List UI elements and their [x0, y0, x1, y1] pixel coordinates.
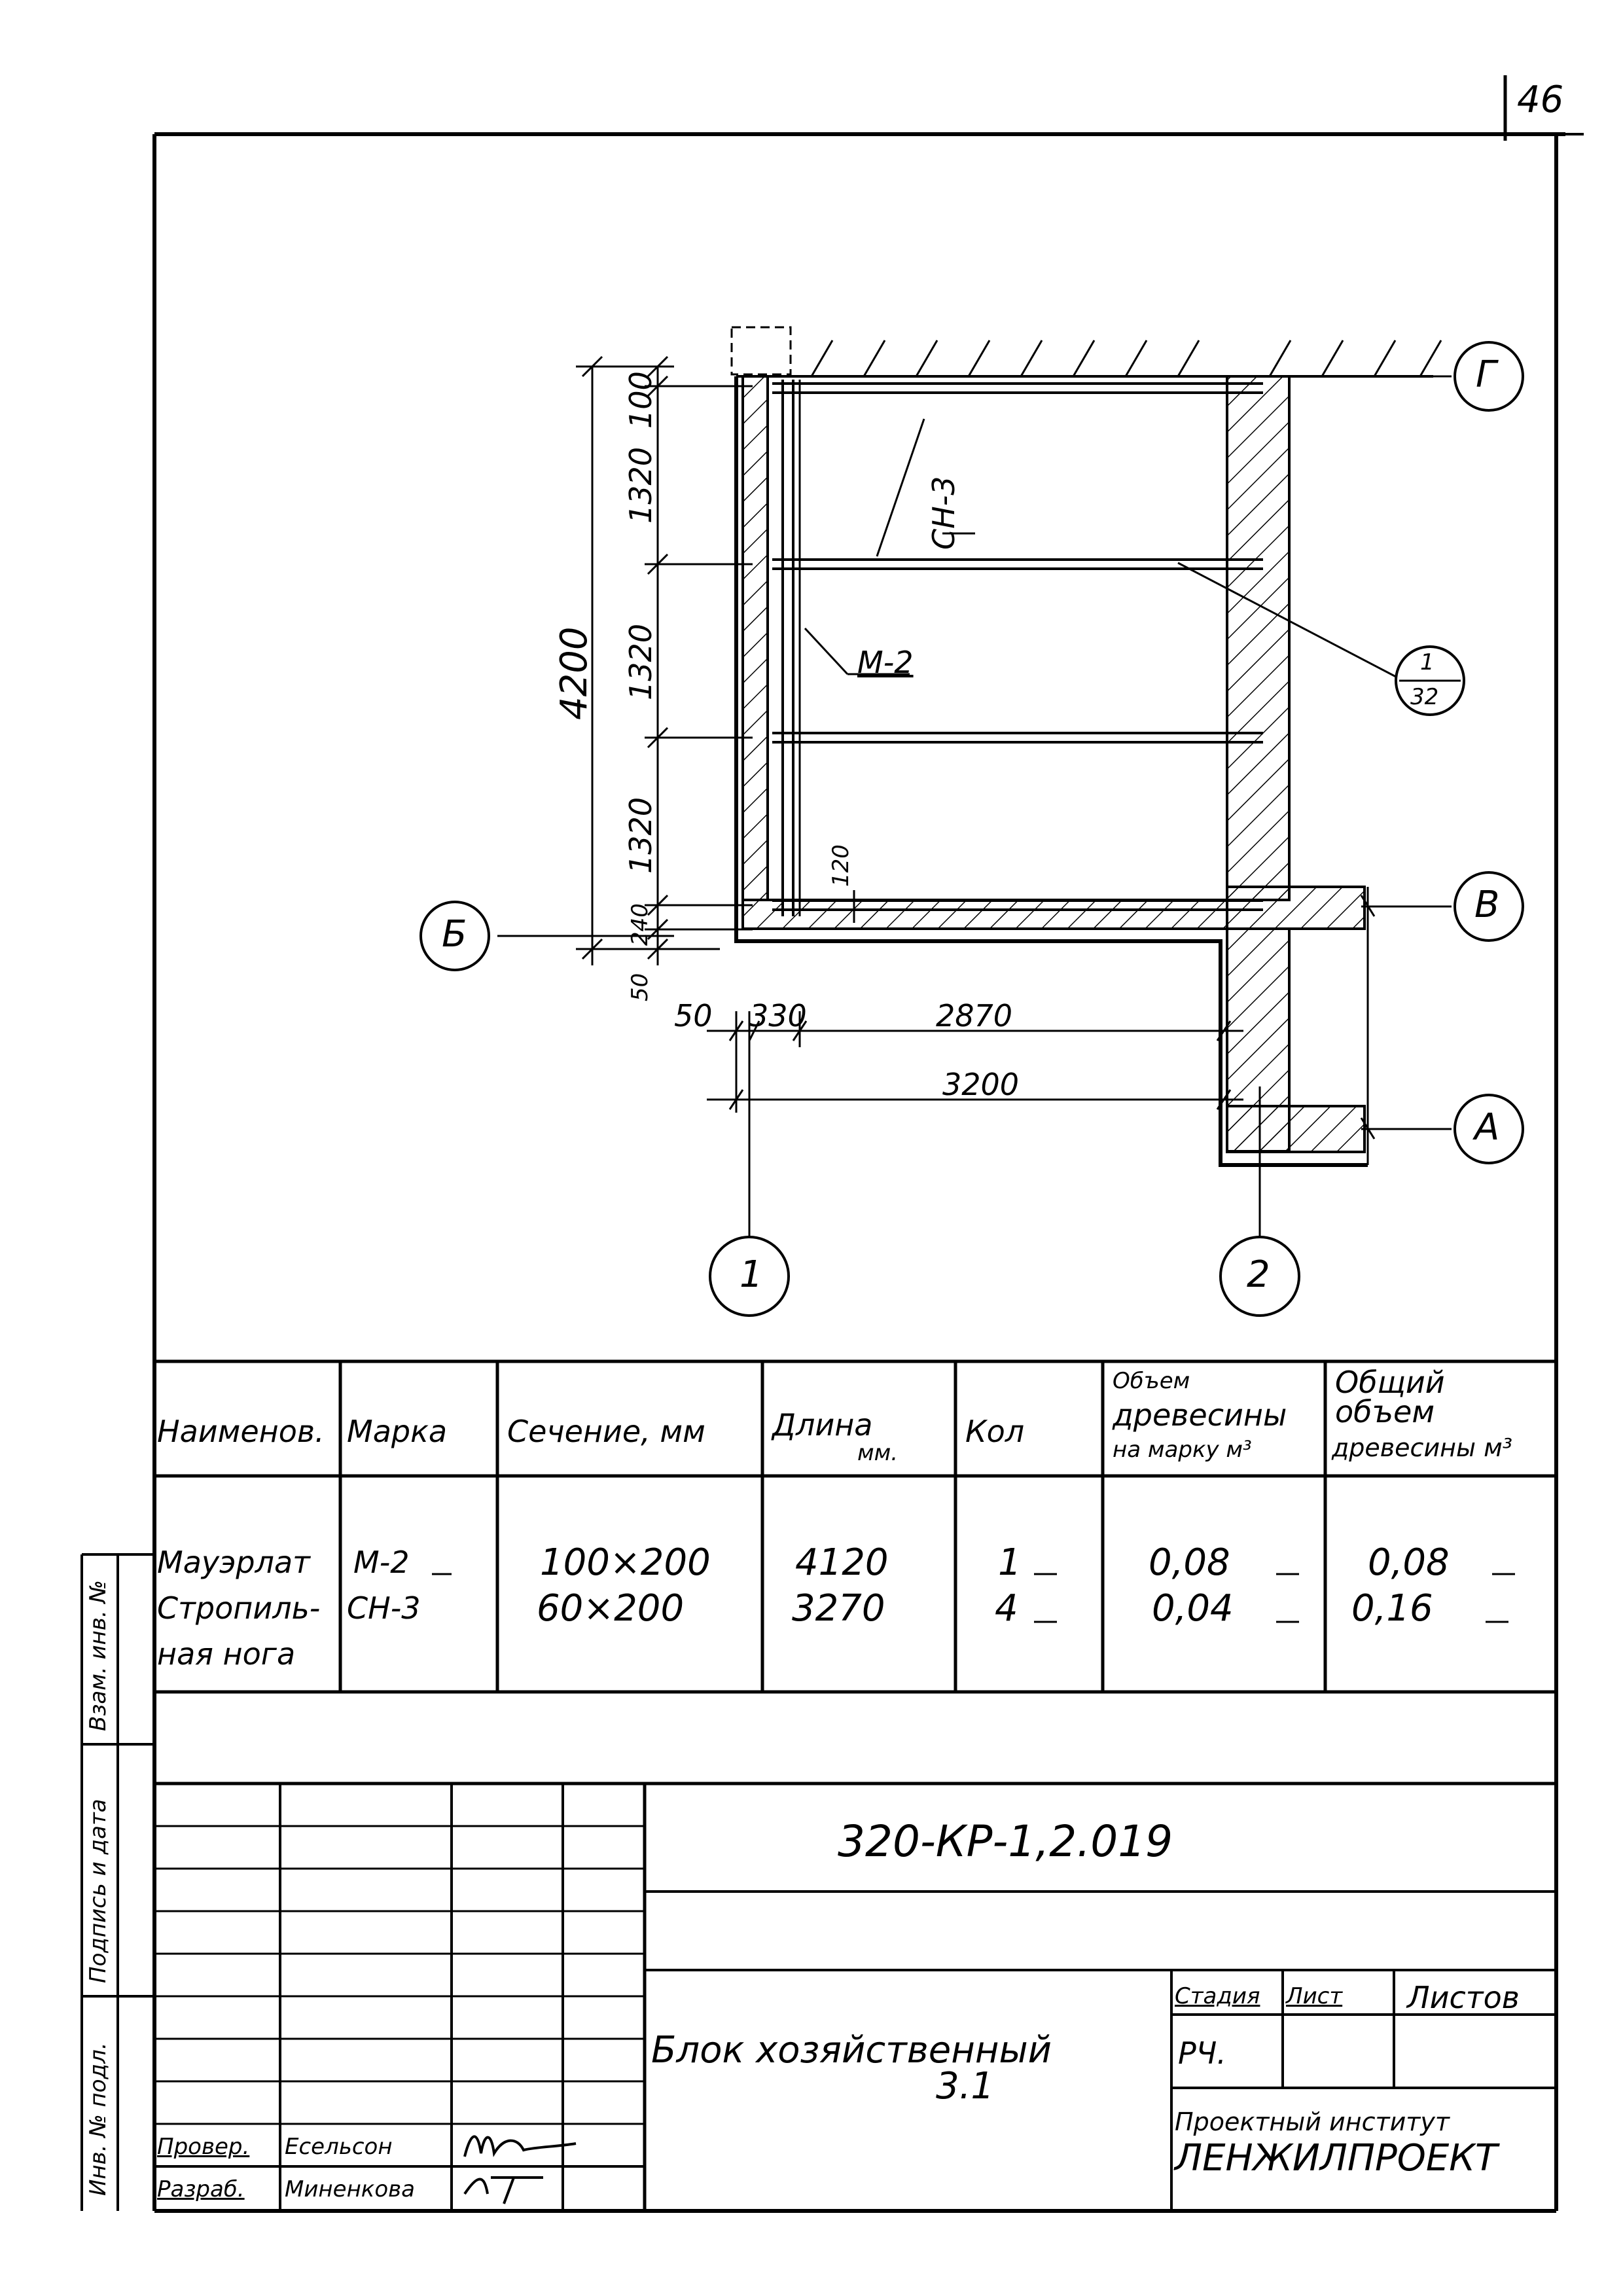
header-mark: Марка: [347, 1414, 448, 1449]
axis-label-b: Б: [442, 913, 467, 956]
margin-inv-no: Инв. № подл.: [85, 2042, 111, 2196]
role-checked: Провер.: [157, 2134, 250, 2160]
header-total-2: объем: [1335, 1394, 1435, 1429]
dim-2870: 2870: [936, 998, 1013, 1033]
row1-length: 4120: [795, 1541, 889, 1584]
row1-qty: 1: [998, 1541, 1022, 1584]
dim-50-h: 50: [674, 998, 713, 1033]
header-length-1: Длина: [772, 1407, 873, 1443]
header-vol-3: на марку м³: [1113, 1437, 1252, 1463]
dim-50: 50: [627, 973, 653, 1001]
row1-name: Мауэрлат: [157, 1545, 310, 1580]
axis-label-1: 1: [740, 1253, 763, 1296]
stage-label: Стадия: [1175, 1983, 1260, 2009]
row2-qty: 4: [995, 1587, 1018, 1630]
dim-120: 120: [828, 844, 854, 887]
page-number: 46: [1517, 79, 1564, 121]
sheet-label: Лист: [1286, 1983, 1343, 2009]
axis-label-2: 2: [1247, 1253, 1270, 1296]
dim-330: 330: [749, 998, 807, 1033]
dim-1320-c: 1320: [623, 797, 658, 874]
margin-sign-date: Подпись и дата: [85, 1799, 111, 1983]
axis-label-v: В: [1474, 884, 1500, 926]
row2-total: 0,16: [1351, 1587, 1433, 1630]
row2-name: Стропиль-: [157, 1590, 321, 1626]
row2-section: 60×200: [537, 1587, 685, 1630]
dim-4200: 4200: [553, 626, 596, 720]
header-vol-2: древесины: [1113, 1397, 1287, 1433]
header-total-1: Общий: [1335, 1365, 1445, 1400]
label-mauerlat: М-2: [857, 645, 914, 680]
role-developed: Разраб.: [157, 2176, 245, 2202]
name-checked: Есельсон: [285, 2134, 393, 2160]
dim-100: 100: [623, 371, 658, 429]
axis-label-g: Г: [1476, 353, 1497, 396]
sheets-label: Листов: [1407, 1980, 1520, 2015]
drawing-title: Блок хозяйственный: [651, 2029, 1052, 2072]
row1-mark: М-2: [353, 1545, 410, 1580]
institute-org: ЛЕНЖИЛПРОЕКТ: [1175, 2137, 1498, 2179]
signature-checked: [458, 2124, 589, 2166]
stage-value: РЧ.: [1178, 2036, 1226, 2071]
margin-replaced-inv: Взам. инв. №: [85, 1580, 111, 1731]
drawing-title-sub: 3.1: [936, 2065, 995, 2108]
row1-section: 100×200: [540, 1541, 711, 1584]
header-qty: Кол: [965, 1414, 1025, 1449]
header-length-2: мм.: [857, 1440, 899, 1466]
dim-1320-b: 1320: [623, 623, 658, 700]
callout-denominator: 32: [1410, 684, 1439, 710]
row1-total: 0,08: [1368, 1541, 1450, 1584]
dim-3200: 3200: [942, 1067, 1020, 1102]
header-name: Наименов.: [157, 1414, 325, 1449]
row2-name-cont: ная нога: [157, 1636, 296, 1672]
row1-vol: 0,08: [1149, 1541, 1230, 1584]
dim-240: 240: [627, 903, 653, 946]
header-vol-1: Объем: [1113, 1368, 1190, 1394]
row2-mark: СН-3: [347, 1590, 421, 1626]
header-section: Сечение, мм: [507, 1414, 705, 1449]
signature-developed: [458, 2168, 563, 2207]
name-developed: Миненкова: [285, 2176, 416, 2202]
row2-length: 3270: [792, 1587, 885, 1630]
header-total-3: древесины м³: [1332, 1433, 1512, 1462]
dim-1320-a: 1320: [623, 446, 658, 524]
callout-numerator: 1: [1420, 649, 1435, 675]
institute-name: Проектный институт: [1175, 2108, 1450, 2136]
row2-vol: 0,04: [1152, 1587, 1234, 1630]
drawing-code: 320-КР-1,2.019: [838, 1816, 1173, 1867]
label-rafter: СН-3: [926, 476, 961, 550]
axis-label-a: А: [1474, 1106, 1500, 1149]
